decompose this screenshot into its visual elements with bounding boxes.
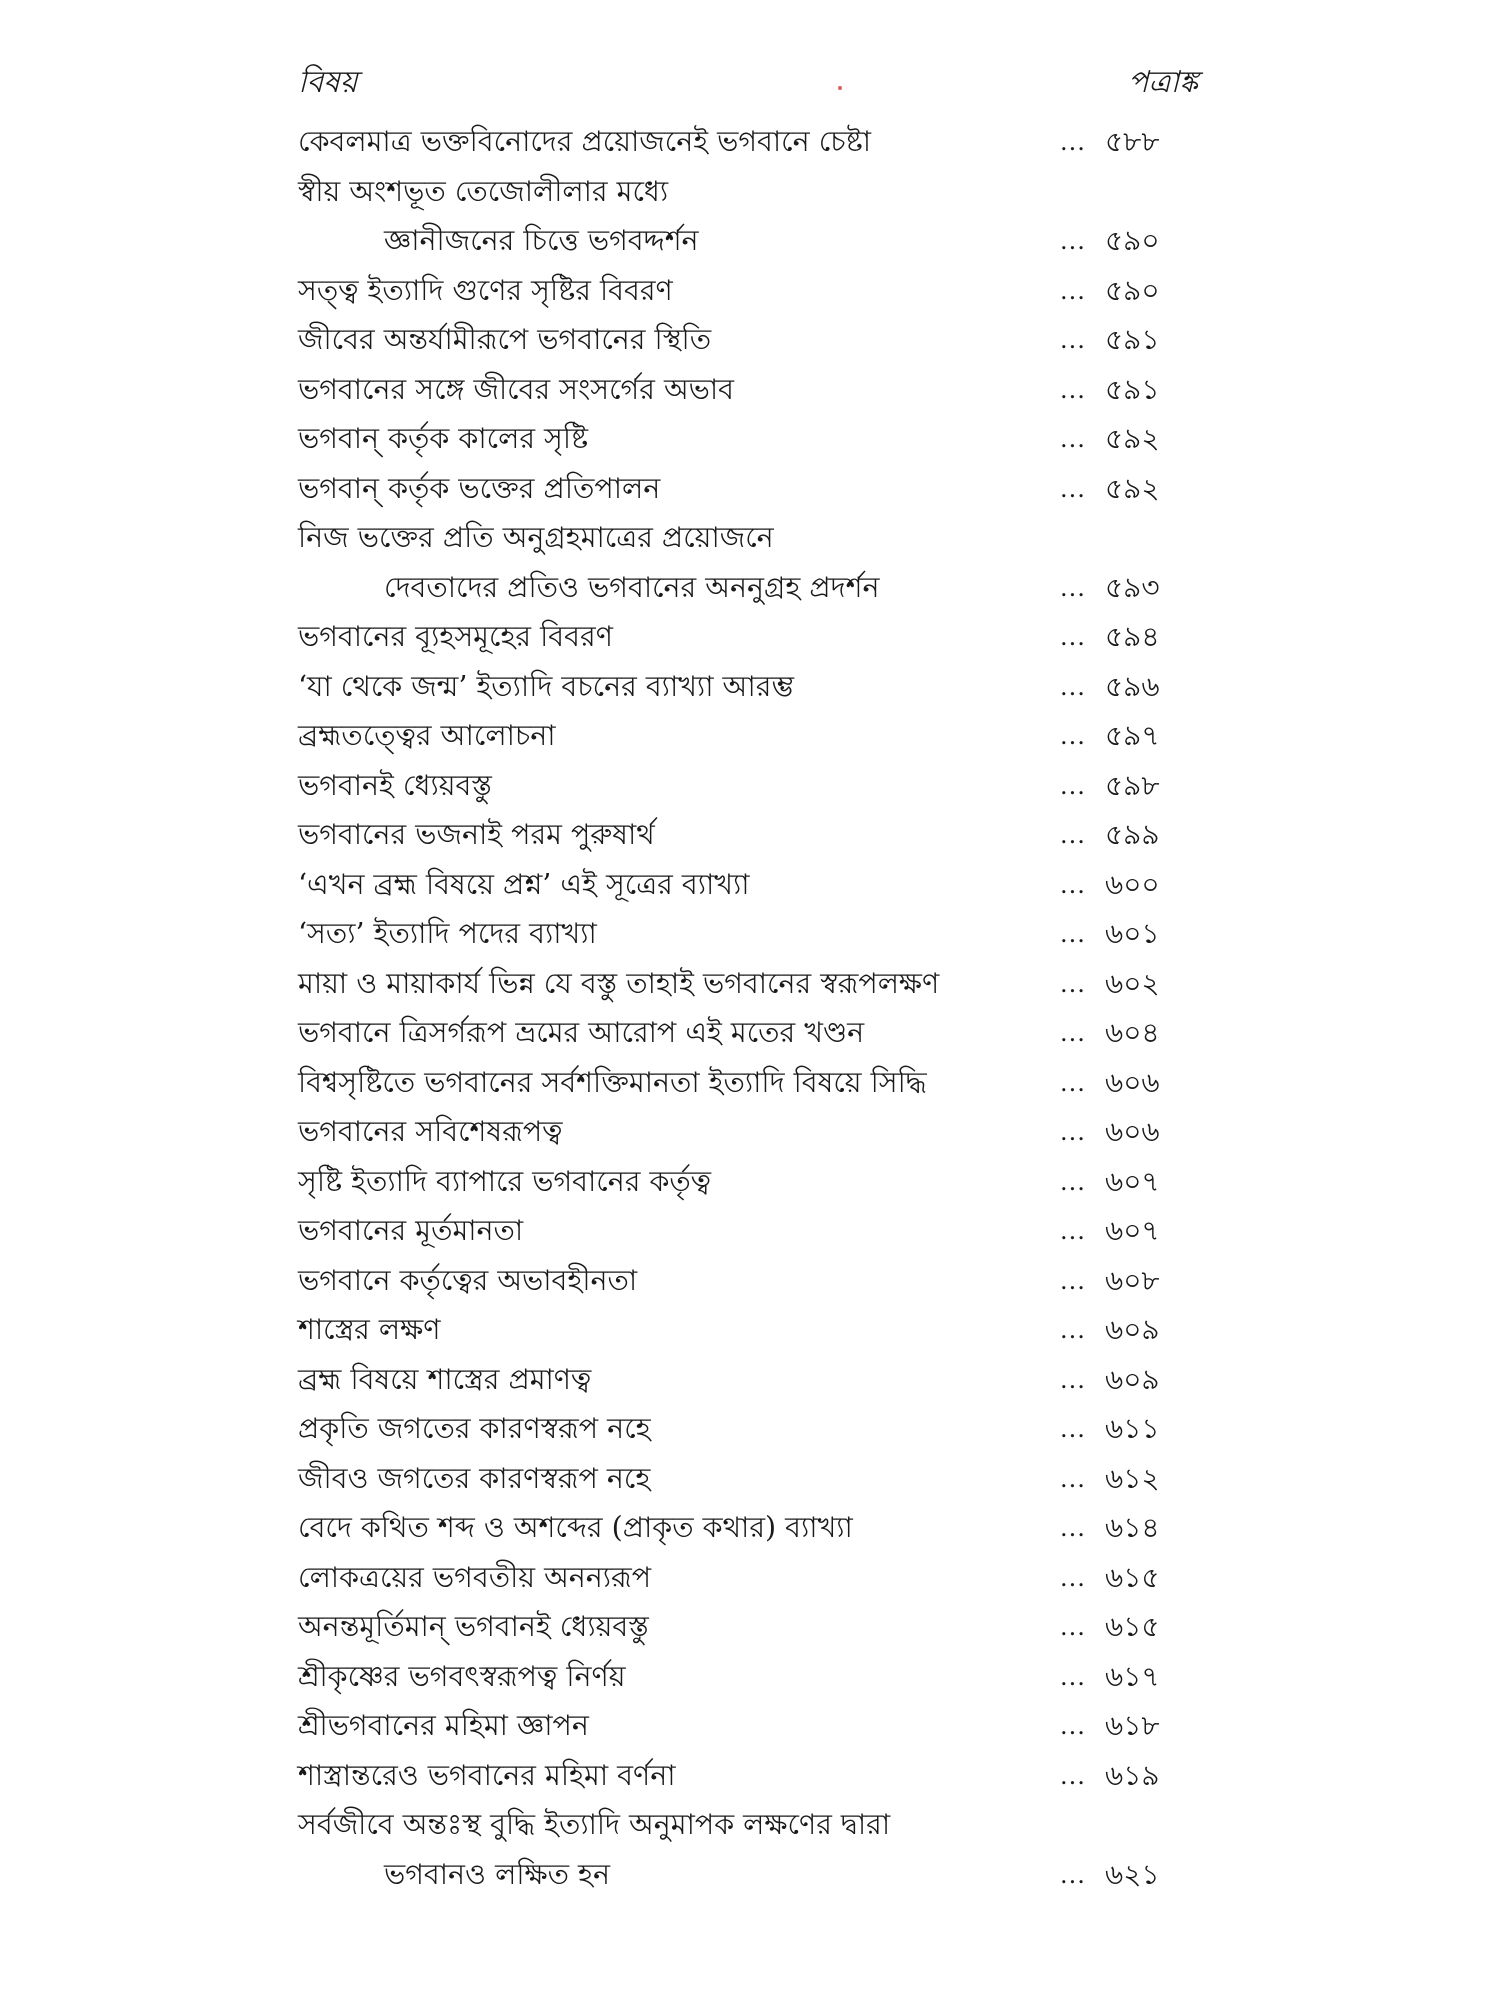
- toc-entry-page: ৫৯৮: [1105, 769, 1160, 802]
- toc-header: [298, 58, 1198, 108]
- toc-entry: [0, 564, 1500, 614]
- toc-entry-title: ভগবানের ভজনাই পরম পুরুষার্থ: [298, 818, 655, 851]
- subject-column-heading: বিষয়: [298, 65, 358, 100]
- toc-entry-page: ৫৮৮: [1105, 125, 1160, 158]
- toc-entry: [0, 118, 1500, 168]
- toc-entry-leader: ...: [1060, 227, 1086, 255]
- toc-entry: [0, 267, 1500, 317]
- toc-entry-page: ৬০৭: [1105, 1165, 1160, 1198]
- toc-entry-leader: ...: [1060, 1613, 1086, 1641]
- toc-entry-page: ৬২১: [1105, 1858, 1160, 1891]
- toc-entry-leader: ...: [1060, 920, 1086, 948]
- toc-entry-page: ৬০৯: [1105, 1313, 1160, 1346]
- toc-entry: [0, 514, 1500, 564]
- toc-entry-title: নিজ ভক্তের প্রতি অনুগ্রহমাত্রের প্রয়োজনে: [298, 521, 774, 554]
- toc-entry-title: ‘যা থেকে জন্ম’ ইত্যাদি বচনের ব্যাখ্যা আরম্ভ: [298, 670, 794, 703]
- toc-entry: [0, 1554, 1500, 1604]
- toc-entry-title: ভগবানও লক্ষিত হন: [384, 1858, 610, 1891]
- toc-entry-title: মায়া ও মায়াকার্য ভিন্ন যে বস্তু তাহাই ভগবানের স্বরূপলক্ষণ: [298, 967, 940, 1000]
- toc-entry: [0, 316, 1500, 366]
- toc-entry-title: ভগবানই ধ্যেয়বস্তু: [298, 769, 492, 802]
- toc-entry: [0, 1752, 1500, 1802]
- toc-entry-page: ৬১৮: [1105, 1709, 1160, 1742]
- toc-entry-leader: ...: [1060, 1465, 1086, 1493]
- toc-entry: [0, 217, 1500, 267]
- toc-entry-leader: ...: [1060, 1217, 1086, 1245]
- toc-entry-page: ৬০০: [1105, 868, 1160, 901]
- toc-entry: [0, 1356, 1500, 1406]
- toc-entry-leader: ...: [1060, 1168, 1086, 1196]
- toc-entry-title: কেবলমাত্র ভক্তবিনোদের প্রয়োজনেই ভগবানে চেষ্টা: [298, 125, 871, 158]
- toc-entry-page: ৫৯২: [1105, 422, 1160, 455]
- toc-entry: [0, 1455, 1500, 1505]
- toc-entry-leader: ...: [1060, 1514, 1086, 1542]
- toc-entry-leader: ...: [1060, 475, 1086, 503]
- toc-entry-page: ৫৯৩: [1105, 571, 1160, 604]
- toc-entry-title: ভগবান্ কর্তৃক ভক্তের প্রতিপালন: [298, 472, 661, 505]
- toc-entry-title: ভগবানের ব্যূহসমূহের বিবরণ: [298, 620, 613, 653]
- toc-entry-page: ৫৯৭: [1105, 719, 1160, 752]
- toc-entry-leader: ...: [1060, 326, 1086, 354]
- toc-entry-title: শ্রীকৃষ্ণের ভগবৎস্বরূপত্ব নির্ণয়: [298, 1660, 626, 1693]
- toc-entry-title: জীবও জগতের কারণস্বরূপ নহে: [298, 1462, 651, 1495]
- toc-entry-title: ভগবানে ত্রিসর্গরূপ ভ্রমের আরোপ এই মতের খণ্ডন: [298, 1016, 865, 1049]
- toc-entry-title: শাস্ত্রের লক্ষণ: [298, 1313, 441, 1346]
- toc-entry-title: ‘সত্য’ ইত্যাদি পদের ব্যাখ্যা: [298, 917, 597, 950]
- toc-entry-title: জীবের অন্তর্যামীরূপে ভগবানের স্থিতি: [298, 323, 712, 356]
- toc-entry: [0, 960, 1500, 1010]
- toc-entry-page: ৫৯০: [1105, 274, 1160, 307]
- toc-entry-page: ৫৯০: [1105, 224, 1160, 257]
- toc-entry-leader: ...: [1060, 871, 1086, 899]
- toc-entry-leader: ...: [1060, 1415, 1086, 1443]
- toc-entry-leader: ...: [1060, 574, 1086, 602]
- toc-entry-leader: ...: [1060, 673, 1086, 701]
- toc-entry-title: অনন্তমূর্তিমান্ ভগবানই ধ্যেয়বস্তু: [298, 1610, 649, 1643]
- toc-entry: [0, 1653, 1500, 1703]
- toc-entry: [0, 1257, 1500, 1307]
- toc-entry-title: প্রকৃতি জগতের কারণস্বরূপ নহে: [298, 1412, 651, 1445]
- toc-entry-page: ৬০৬: [1105, 1115, 1160, 1148]
- toc-entry: [0, 861, 1500, 911]
- toc-entry-title: ভগবানে কর্তৃত্বের অভাবহীনতা: [298, 1264, 638, 1297]
- toc-entry: [0, 1306, 1500, 1356]
- toc-entry-title: সত্ত্ব ইত্যাদি গুণের সৃষ্টির বিবরণ: [298, 274, 673, 307]
- toc-entry-page: ৬১৭: [1105, 1660, 1160, 1693]
- toc-entry-leader: ...: [1060, 376, 1086, 404]
- toc-entry: [0, 168, 1500, 218]
- toc-entry-page: ৬০১: [1105, 917, 1160, 950]
- toc-entry-title: সর্বজীবে অন্তঃস্থ বুদ্ধি ইত্যাদি অনুমাপক লক্ষণের দ্বারা: [298, 1808, 891, 1841]
- toc-entry: [0, 465, 1500, 515]
- toc-entry-leader: ...: [1060, 623, 1086, 651]
- toc-entry-title: সৃষ্টি ইত্যাদি ব্যাপারে ভগবানের কর্তৃত্ব: [298, 1165, 712, 1198]
- print-speck: [838, 86, 842, 90]
- toc-entry: [0, 1108, 1500, 1158]
- toc-entry-title: ভগবানের সঙ্গে জীবের সংসর্গের অভাব: [298, 373, 735, 406]
- toc-entry-page: ৬১২: [1105, 1462, 1160, 1495]
- toc-entry-page: ৬০৪: [1105, 1016, 1160, 1049]
- toc-entry-page: ৬১৯: [1105, 1759, 1160, 1792]
- toc-entry: [0, 1702, 1500, 1752]
- toc-entry: [0, 1801, 1500, 1851]
- toc-entry-leader: ...: [1060, 1564, 1086, 1592]
- toc-entry-leader: ...: [1060, 1118, 1086, 1146]
- toc-entry: [0, 811, 1500, 861]
- toc-entry-page: ৬০৭: [1105, 1214, 1160, 1247]
- toc-entry-page: ৬০৮: [1105, 1264, 1160, 1297]
- toc-entry-page: ৫৯৬: [1105, 670, 1160, 703]
- toc-entry-page: ৬০৯: [1105, 1363, 1160, 1396]
- toc-entry-leader: ...: [1060, 1366, 1086, 1394]
- toc-entry-title: স্বীয় অংশভূত তেজোলীলার মধ্যে: [298, 175, 669, 208]
- toc-entry-title: ব্রহ্মতত্ত্বের আলোচনা: [298, 719, 556, 752]
- toc-entry-page: ৬১৪: [1105, 1511, 1160, 1544]
- toc-entry-leader: ...: [1060, 1267, 1086, 1295]
- toc-entry: [0, 415, 1500, 465]
- toc-entry-leader: ...: [1060, 722, 1086, 750]
- toc-entry-leader: ...: [1060, 1861, 1086, 1889]
- toc-entry: [0, 910, 1500, 960]
- toc-entry: [0, 1851, 1500, 1901]
- toc-entry-page: ৫৯১: [1105, 323, 1160, 356]
- toc-entry-page: ৬০৬: [1105, 1066, 1160, 1099]
- toc-entry-page: ৬০২: [1105, 967, 1160, 1000]
- toc-entry-title: দেবতাদের প্রতিও ভগবানের অননুগ্রহ প্রদর্শন: [384, 571, 880, 604]
- toc-entry-leader: ...: [1060, 1069, 1086, 1097]
- toc-entry: [0, 1504, 1500, 1554]
- toc-entry-title: ‘এখন ব্রহ্ম বিষয়ে প্রশ্ন’ এই সূত্রের ব্যাখ্যা: [298, 868, 750, 901]
- toc-entry-title: ভগবান্ কর্তৃক কালের সৃষ্টি: [298, 422, 589, 455]
- toc-entry-leader: ...: [1060, 1663, 1086, 1691]
- toc-entry-page: ৫৯১: [1105, 373, 1160, 406]
- toc-entry-leader: ...: [1060, 425, 1086, 453]
- toc-entry-leader: ...: [1060, 128, 1086, 156]
- toc-entry: [0, 1009, 1500, 1059]
- toc-entry-page: ৬১৫: [1105, 1610, 1160, 1643]
- toc-entry-page: ৫৯২: [1105, 472, 1160, 505]
- toc-entry-leader: ...: [1060, 1019, 1086, 1047]
- toc-entry-title: শাস্ত্রান্তরেও ভগবানের মহিমা বর্ণনা: [298, 1759, 676, 1792]
- toc-entry-leader: ...: [1060, 772, 1086, 800]
- toc-entry-leader: ...: [1060, 821, 1086, 849]
- toc-entry-page: ৬১৫: [1105, 1561, 1160, 1594]
- toc-entry-leader: ...: [1060, 970, 1086, 998]
- toc-entry: [0, 1405, 1500, 1455]
- page-column-heading: পত্রাঙ্ক: [1128, 65, 1198, 100]
- toc-entry-leader: ...: [1060, 1762, 1086, 1790]
- toc-entry-leader: ...: [1060, 1316, 1086, 1344]
- toc-entry-page: ৬১১: [1105, 1412, 1160, 1445]
- toc-entry: [0, 613, 1500, 663]
- toc-entry-page: ৫৯৯: [1105, 818, 1160, 851]
- toc-entry: [0, 1603, 1500, 1653]
- toc-entry: [0, 663, 1500, 713]
- toc-entry-title: ভগবানের সবিশেষরূপত্ব: [298, 1115, 563, 1148]
- toc-entry-page: ৫৯৪: [1105, 620, 1160, 653]
- toc-entry-title: লোকত্রয়ের ভগবতীয় অনন্যরূপ: [298, 1561, 652, 1594]
- toc-entry: [0, 366, 1500, 416]
- toc-entry: [0, 1158, 1500, 1208]
- toc-entry: [0, 1207, 1500, 1257]
- toc-entry-title: জ্ঞানীজনের চিত্তে ভগবদ্দর্শন: [384, 224, 699, 257]
- toc-entry-title: শ্রীভগবানের মহিমা জ্ঞাপন: [298, 1709, 589, 1742]
- toc-entry-leader: ...: [1060, 1712, 1086, 1740]
- toc-entry: [0, 712, 1500, 762]
- toc-entry-leader: ...: [1060, 277, 1086, 305]
- toc-entry-title: ব্রহ্ম বিষয়ে শাস্ত্রের প্রমাণত্ব: [298, 1363, 592, 1396]
- toc-entry-title: বেদে কথিত শব্দ ও অশব্দের (প্রাকৃত কথার) ব্যাখ্যা: [298, 1511, 853, 1544]
- toc-entry-title: ভগবানের মূর্তমানতা: [298, 1214, 524, 1247]
- toc-entry-title: বিশ্বসৃষ্টিতে ভগবানের সর্বশক্তিমানতা ইত্যাদি বিষয়ে সিদ্ধি: [298, 1066, 927, 1099]
- toc-entry: [0, 1059, 1500, 1109]
- toc-entry: [0, 762, 1500, 812]
